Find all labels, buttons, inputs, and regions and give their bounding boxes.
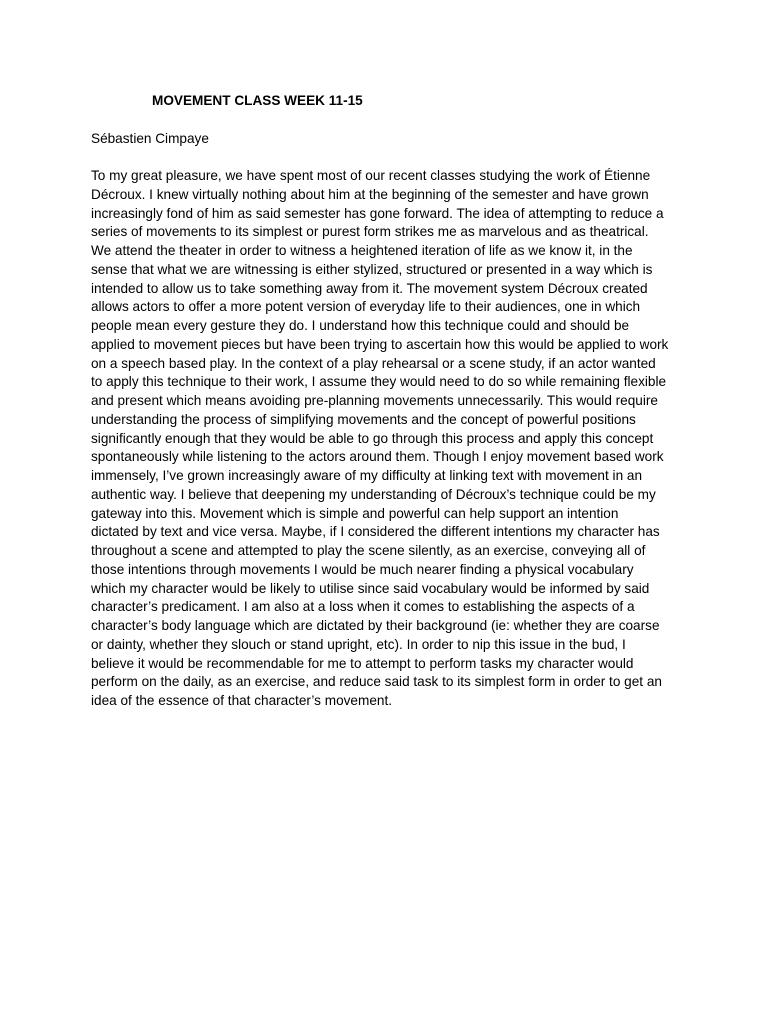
body-line: intended to allow us to take something away from it. The movement system Décroux created — [91, 280, 648, 296]
body-line: those intentions through movements I would be much nearer finding a physical vocabulary — [91, 561, 634, 577]
body-line: character’s body language which are dictated by their background (ie: whether they are coarse — [91, 618, 660, 633]
body-line: and present which means avoiding pre-planning movements unnecessarily. This would require — [91, 393, 658, 408]
body-line: We attend the theater in order to witness a heightened iteration of life as we know it, in the — [91, 243, 633, 258]
body-line: allows actors to offer a more potent version of everyday life to their audiences, one in which — [91, 299, 641, 315]
body-line: To my great pleasure, we have spent most of our recent classes studying the work of Étienne — [91, 168, 651, 183]
body-line: series of movements to its simplest or purest form strikes me as marvelous and as theatrical. — [91, 224, 649, 240]
body-line: increasingly fond of him as said semester has gone forward. The idea of attempting to reduce a — [91, 205, 664, 221]
body-line: to apply this technique to their work, I assume they would need to do so while remaining flexible — [91, 374, 667, 390]
body-line: on a speech based play. In the context of a play rehearsal or a scene study, if an actor wanted — [91, 355, 656, 371]
body-line: significantly enough that they would be able to go through this process and apply this concept — [91, 430, 654, 446]
body-line: dictated by text and vice versa. Maybe, if I considered the different intentions my character has — [91, 524, 660, 540]
body-line: Décroux. I knew virtually nothing about him at the beginning of the semester and have grown — [91, 186, 649, 202]
body-line: which my character would be likely to utilise since said vocabulary would be informed by said — [91, 580, 650, 596]
body-line: immensely, I’ve grown increasingly aware of my difficulty at linking text with movement in an — [91, 468, 643, 483]
document-body — [91, 167, 691, 711]
body-line: idea of the essence of that character’s movement. — [91, 693, 392, 708]
document-title: MOVEMENT CLASS WEEK 11-15 — [152, 93, 363, 108]
body-line: character’s predicament. I am also at a loss when it comes to establishing the aspects of a — [91, 599, 635, 615]
body-line: throughout a scene and attempted to play the scene silently, as an exercise, conveying all of — [91, 543, 646, 558]
body-line: understanding the process of simplifying movements and the concept of powerful positions — [91, 411, 636, 427]
body-line: people mean every gesture they do. I understand how this technique could and should be — [91, 318, 630, 333]
body-line: believe it would be recommendable for me to attempt to perform tasks my character would — [91, 655, 634, 671]
document-author: Sébastien Cimpaye — [91, 131, 209, 146]
body-line: applied to movement pieces but have been trying to ascertain how this would be applied to work — [91, 336, 669, 352]
body-line: spontaneously while listening to the actors around them. Though I enjoy movement based work — [91, 449, 664, 465]
body-line: sense that what we are witnessing is either stylized, structured or presented in a way which is — [91, 261, 653, 277]
body-line: or dainty, whether they slouch or stand upright, etc). In order to nip this issue in the bud, I — [91, 636, 626, 652]
body-line: authentic way. I believe that deepening my understanding of Décroux’s technique could be my — [91, 486, 656, 502]
body-line: perform on the daily, as an exercise, and reduce said task to its simplest form in order to get an — [91, 674, 662, 690]
body-line: gateway into this. Movement which is simple and powerful can help support an intention — [91, 505, 619, 521]
